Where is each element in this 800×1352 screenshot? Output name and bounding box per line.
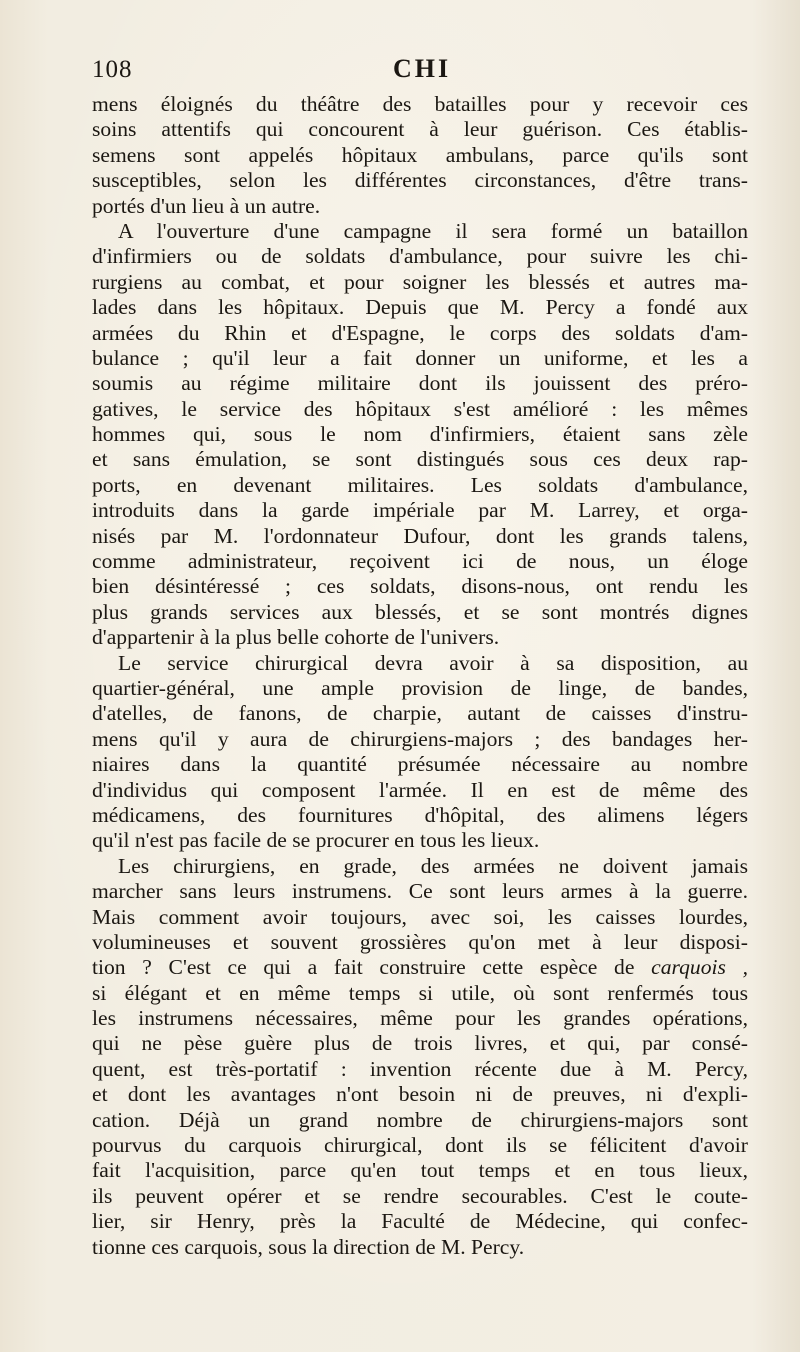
text-line: A l'ouverture d'une campagne il sera formé un bataillon — [118, 218, 748, 243]
text-line: ils peuvent opérer et se rendre secourables. C'est le coute- — [92, 1183, 748, 1208]
text-line: niaires dans la quantité présumée nécessaire au nombre — [92, 752, 748, 777]
text-line: Le service chirurgical devra avoir à sa disposition, au — [118, 650, 748, 675]
text-line: d'atelles, de fanons, de charpie, autant de caisses d'instru- — [92, 701, 748, 726]
text-line: d'appartenir à la plus belle cohorte de l'univers. — [92, 625, 500, 650]
text-line: fait l'acquisition, parce qu'en tout temps et en tous lieux, — [92, 1158, 748, 1183]
text-line: et dont les avantages n'ont besoin ni de preuves, ni d'expli- — [92, 1082, 748, 1107]
text-line: qui ne pèse guère plus de trois livres, et qui, par consé- — [92, 1031, 748, 1056]
page-number: 108 — [92, 56, 133, 83]
text-line: plus grands services aux blessés, et se sont montrés dignes — [92, 599, 748, 624]
text-line: mens qu'il y aura de chirurgiens-majors ; des bandages her- — [92, 726, 748, 751]
running-head: CHI — [392, 54, 452, 83]
text-line: introduits dans la garde impériale par M. Larrey, et orga- — [92, 498, 748, 523]
text-line: volumineuses et souvent grossières qu'on met à leur disposi- — [92, 929, 748, 954]
text-line: si élégant et en même temps si utile, où sont renfermés tous — [92, 980, 748, 1005]
text-line: ports, en devenant militaires. Les soldats d'ambulance, — [92, 472, 748, 497]
page-header — [92, 52, 752, 88]
text-line: semens sont appelés hôpitaux ambulans, parce qu'ils sont — [92, 142, 748, 167]
text-line: lades dans les hôpitaux. Depuis que M. Percy a fondé aux — [92, 295, 748, 320]
text-line: tionne ces carquois, sous la direction de M. Percy. — [92, 1234, 525, 1259]
text-line: portés d'un lieu à un autre. — [92, 193, 321, 218]
text-line: nisés par M. l'ordonnateur Dufour, dont les grands talens, — [92, 523, 748, 548]
text-line: gatives, le service des hôpitaux s'est amélioré : les mêmes — [92, 396, 748, 421]
text-line: mens éloignés du théâtre des batailles pour y recevoir ces — [92, 92, 748, 116]
text-line-with-italic — [92, 955, 748, 980]
text-line: soumis au régime militaire dont ils jouissent des préro- — [92, 371, 748, 396]
text-line: Mais comment avoir toujours, avec soi, les caisses lourdes, — [92, 904, 748, 929]
text-line: bulance ; qu'il leur a fait donner un uniforme, et les a — [92, 345, 748, 370]
text-line: médicamens, des fournitures d'hôpital, des alimens légers — [92, 802, 748, 827]
text-line: quent, est très-portatif : invention récente due à M. Percy, — [92, 1056, 748, 1081]
text-line: et sans émulation, se sont distingués sous ces deux rap- — [92, 447, 748, 472]
text-line: marcher sans leurs instrumens. Ce sont leurs armes à la guerre. — [92, 879, 748, 904]
text-line: d'individus qui composent l'armée. Il en est de même des — [92, 777, 748, 802]
text-line: les instrumens nécessaires, même pour les grandes opérations, — [92, 1006, 748, 1031]
text-line: lier, sir Henry, près la Faculté de Médecine, qui confec- — [92, 1209, 748, 1234]
text-line: hommes qui, sous le nom d'infirmiers, étaient sans zèle — [92, 422, 748, 447]
text-line: Les chirurgiens, en grade, des armées ne doivent jamais — [118, 853, 748, 878]
text-line: bien désintéressé ; ces soldats, disons-nous, ont rendu les — [92, 574, 748, 599]
italic-word-carquois: carquois , — [651, 955, 749, 980]
text-line: qu'il n'est pas facile de se procurer en tous les lieux. — [92, 828, 540, 853]
text-line: comme administrateur, reçoivent ici de nous, un éloge — [92, 549, 748, 574]
text-line: d'infirmiers ou de soldats d'ambulance, pour suivre les chi- — [92, 244, 748, 269]
text-line: quartier-général, une ample provision de linge, de bandes, — [92, 675, 748, 700]
body-text — [92, 92, 748, 1260]
text-line: susceptibles, selon les différentes circonstances, d'être trans- — [92, 168, 748, 193]
text-line: soins attentifs qui concourent à leur guérison. Ces établis- — [92, 117, 748, 142]
text-line: pourvus du carquois chirurgical, dont ils se félicitent d'avoir — [92, 1133, 748, 1158]
text-line: armées du Rhin et d'Espagne, le corps des soldats d'am- — [92, 320, 748, 345]
text-line: rurgiens au combat, et pour soigner les blessés et autres ma- — [92, 269, 748, 294]
text-line-start: tion ? C'est ce qui a fait construire cette espèce de — [92, 955, 635, 980]
text-line: cation. Déjà un grand nombre de chirurgiens-majors sont — [92, 1107, 748, 1132]
